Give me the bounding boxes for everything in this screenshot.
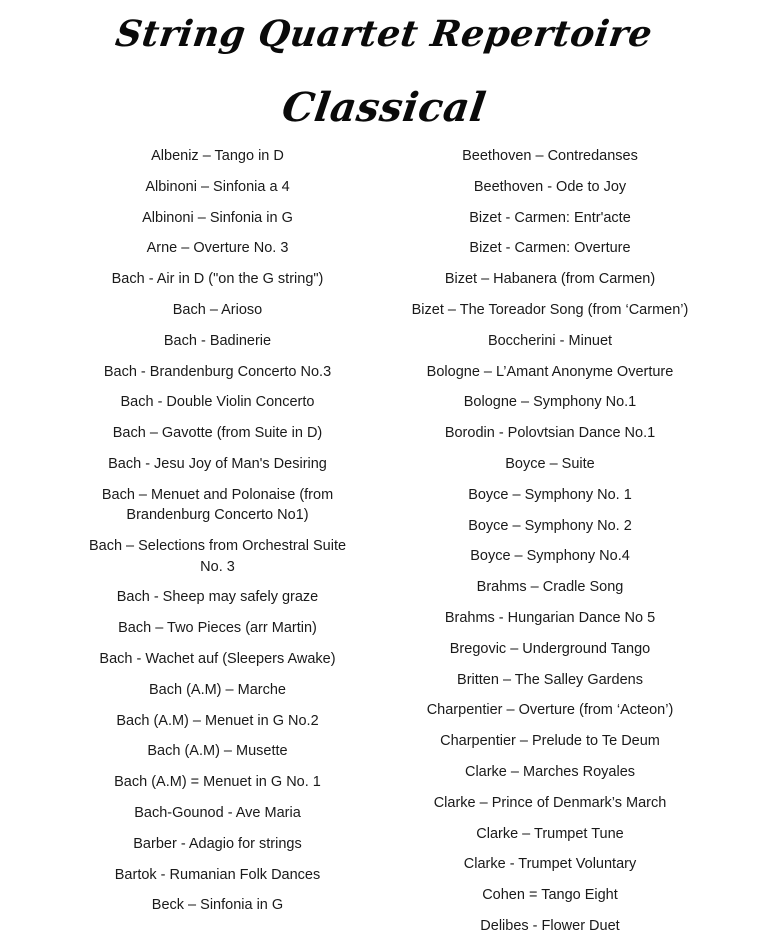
page-title: String Quartet Repertoire bbox=[112, 13, 656, 55]
repertoire-item: Bach - Jesu Joy of Man's Desiring bbox=[108, 455, 327, 472]
repertoire-item: Bach (A.M) – Menuet in G No.2 bbox=[116, 712, 319, 729]
repertoire-list-right bbox=[405, 146, 695, 947]
repertoire-item: Bach - Double Violin Concerto bbox=[120, 394, 315, 411]
repertoire-item: Albinoni – Sinfonia in G bbox=[142, 209, 293, 226]
repertoire-item: Bologne – L’Amant Anonyme Overture bbox=[426, 363, 674, 380]
repertoire-item: Bach – Two Pieces (arr Martin) bbox=[118, 620, 317, 637]
repertoire-item: Bach-Gounod - Ave Maria bbox=[134, 804, 301, 821]
repertoire-item: Boyce – Suite bbox=[505, 455, 595, 472]
repertoire-item: Clarke - Trumpet Voluntary bbox=[463, 856, 637, 873]
repertoire-item: Bach – Menuet and Polonaise (from Brandenburg Concerto No1) bbox=[101, 486, 334, 524]
repertoire-item: Bologne – Symphony No.1 bbox=[463, 394, 637, 411]
repertoire-item: Boyce – Symphony No. 1 bbox=[468, 486, 632, 503]
repertoire-item: Britten – The Salley Gardens bbox=[457, 671, 643, 688]
repertoire-item: Boyce – Symphony No.4 bbox=[470, 548, 630, 565]
repertoire-item: Bizet - Carmen: Overture bbox=[469, 240, 631, 257]
repertoire-item: Bach - Badinerie bbox=[163, 332, 272, 349]
repertoire-item: Barber - Adagio for strings bbox=[133, 835, 302, 852]
repertoire-item: Beck – Sinfonia in G bbox=[151, 897, 284, 914]
repertoire-item: Bach - Wachet auf (Sleepers Awake) bbox=[99, 650, 336, 667]
repertoire-item: Bizet - Carmen: Entr'acte bbox=[469, 209, 631, 226]
repertoire-item: Boccherini - Minuet bbox=[487, 332, 613, 349]
repertoire-item: Bach – Gavotte (from Suite in D) bbox=[112, 425, 323, 442]
repertoire-item: Bach – Arioso bbox=[172, 301, 263, 318]
repertoire-item: Bizet – Habanera (from Carmen) bbox=[444, 271, 656, 288]
repertoire-item: Bach (A.M) = Menuet in G No. 1 bbox=[114, 774, 321, 791]
repertoire-list-left bbox=[80, 146, 355, 926]
repertoire-item: Charpentier – Prelude to Te Deum bbox=[440, 733, 660, 750]
repertoire-item: Cohen = Tango Eight bbox=[482, 887, 618, 904]
repertoire-item: Delibes - Flower Duet bbox=[480, 917, 620, 934]
repertoire-item: Beethoven - Ode to Joy bbox=[473, 178, 627, 195]
repertoire-item: Charpentier – Overture (from ‘Acteon’) bbox=[426, 702, 674, 719]
repertoire-item: Clarke – Marches Royales bbox=[464, 763, 636, 780]
repertoire-item: Bizet – The Toreador Song (from ‘Carmen’) bbox=[411, 301, 689, 318]
repertoire-item: Boyce – Symphony No. 2 bbox=[468, 517, 632, 534]
repertoire-item: Bach - Brandenburg Concerto No.3 bbox=[103, 363, 332, 380]
repertoire-item: Borodin - Polovtsian Dance No.1 bbox=[444, 425, 656, 442]
repertoire-item: Bach (A.M) – Marche bbox=[149, 681, 286, 698]
repertoire-item: Bach – Selections from Orchestral Suite No. 3 bbox=[88, 538, 347, 575]
repertoire-item: Albeniz – Tango in D bbox=[151, 148, 284, 164]
repertoire-item: Bartok - Rumanian Folk Dances bbox=[114, 866, 321, 883]
repertoire-item: Bach - Air in D ("on the G string") bbox=[111, 271, 324, 288]
page-subtitle: Classical bbox=[279, 84, 489, 131]
repertoire-item: Brahms - Hungarian Dance No 5 bbox=[444, 609, 656, 626]
repertoire-item: Brahms – Cradle Song bbox=[476, 579, 624, 596]
repertoire-item: Bach (A.M) – Musette bbox=[147, 743, 288, 760]
repertoire-item: Bregovic – Underground Tango bbox=[449, 640, 651, 657]
repertoire-item: Clarke – Prince of Denmark’s March bbox=[433, 794, 667, 811]
repertoire-item: Albinoni – Sinfonia a 4 bbox=[145, 178, 290, 195]
repertoire-item: Arne – Overture No. 3 bbox=[146, 240, 289, 257]
repertoire-item: Beethoven – Contredanses bbox=[462, 148, 638, 164]
repertoire-item: Clarke – Trumpet Tune bbox=[476, 825, 624, 842]
repertoire-item: Bach - Sheep may safely graze bbox=[116, 589, 319, 606]
